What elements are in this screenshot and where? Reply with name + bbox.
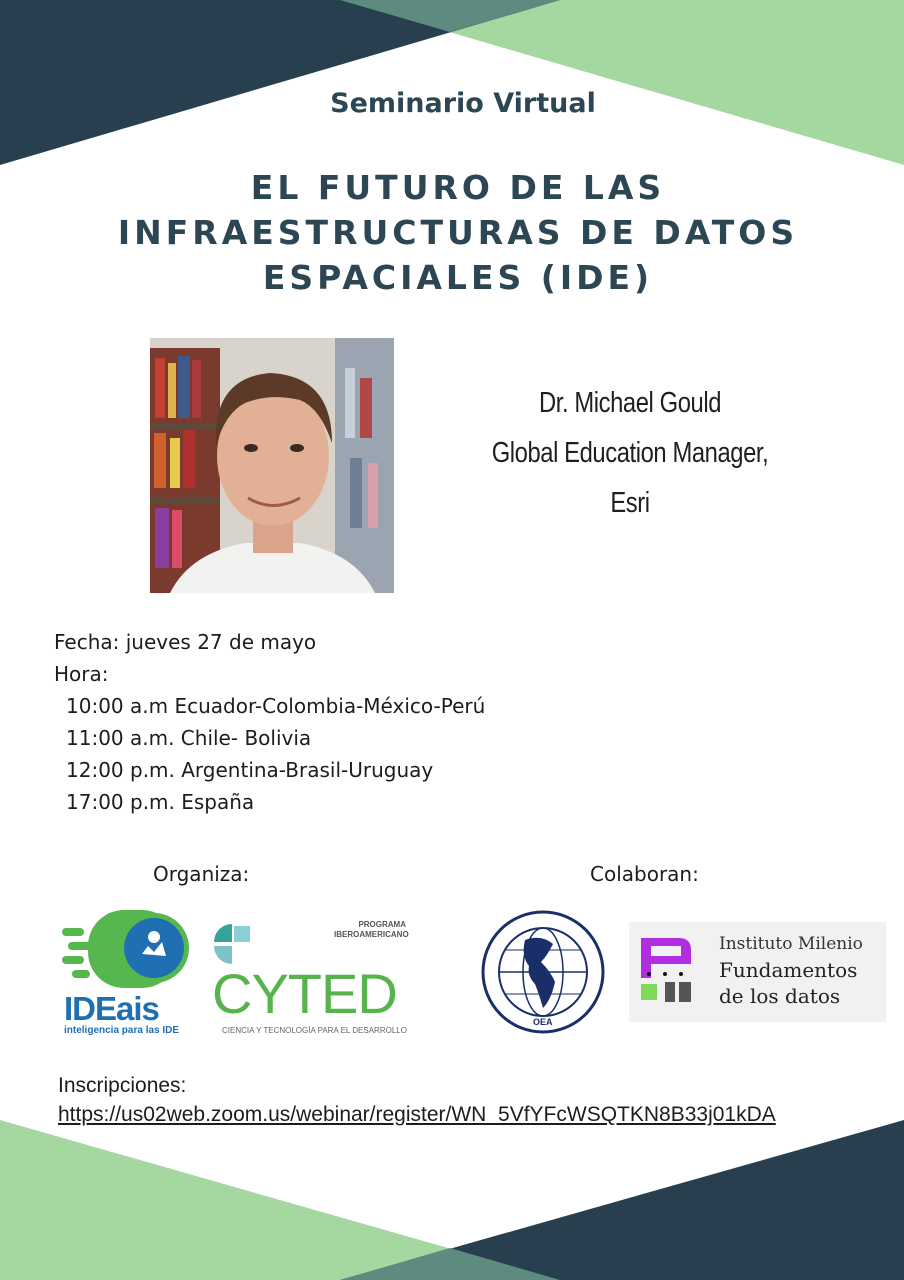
registration-link[interactable]: https://us02web.zoom.us/webinar/register/WN_5VfYFcWSQTKN8B33j01kDA: [58, 1103, 776, 1126]
cyted-text: CYTED: [212, 962, 397, 1025]
cyted-tagline: CIENCIA Y TECNOLOGÍA PARA EL DESARROLLO: [222, 1026, 407, 1035]
organizers-label: Organiza:: [153, 862, 250, 886]
collaborators-label: Colaboran:: [590, 862, 699, 886]
ipgh-bottom-text: OEA: [533, 1017, 553, 1027]
milenio-line2: Fundamentos: [719, 958, 858, 982]
title-line: ESPACIALES (IDE): [262, 258, 654, 297]
speaker-info: [487, 378, 774, 528]
time-row: 10:00 a.m Ecuador-Colombia-México-Perú: [66, 694, 486, 718]
event-subtitle: Seminario Virtual: [330, 88, 596, 119]
event-title: [0, 165, 904, 300]
top-navy-triangle: [0, 0, 560, 165]
milenio-line3: de los datos: [719, 984, 841, 1008]
time-row: 11:00 a.m. Chile- Bolivia: [66, 726, 312, 750]
milenio-line2-3: [719, 957, 857, 1009]
milenio-logo: [629, 922, 886, 1022]
title-line: INFRAESTRUCTURAS DE DATOS: [117, 213, 799, 252]
speaker-role: Global Education Manager, Esri: [491, 437, 769, 519]
event-details: [54, 626, 485, 818]
time-row: 12:00 p.m. Argentina-Brasil-Uruguay: [66, 758, 434, 782]
registration-label: Inscripciones:: [58, 1074, 187, 1097]
ideais-text: IDEais: [64, 990, 159, 1027]
speaker-name: Dr. Michael Gould: [538, 387, 722, 419]
time-label: Hora:: [54, 662, 109, 686]
ipgh-logo: [481, 910, 605, 1034]
cyted-logo: [212, 920, 412, 1040]
speaker-photo: [150, 338, 394, 593]
ideais-tagline: inteligencia para las IDE: [64, 1025, 180, 1036]
time-row: 17:00 p.m. España: [66, 790, 255, 814]
title-line: EL FUTURO DE LAS: [250, 168, 666, 207]
milenio-line1: Instituto Milenio: [719, 934, 863, 954]
event-date: Fecha: jueves 27 de mayo: [54, 630, 317, 654]
cyted-program: PROGRAMA: [358, 920, 406, 929]
cyted-program: IBEROAMERICANO: [334, 930, 409, 939]
ideais-logo: [62, 910, 192, 1040]
